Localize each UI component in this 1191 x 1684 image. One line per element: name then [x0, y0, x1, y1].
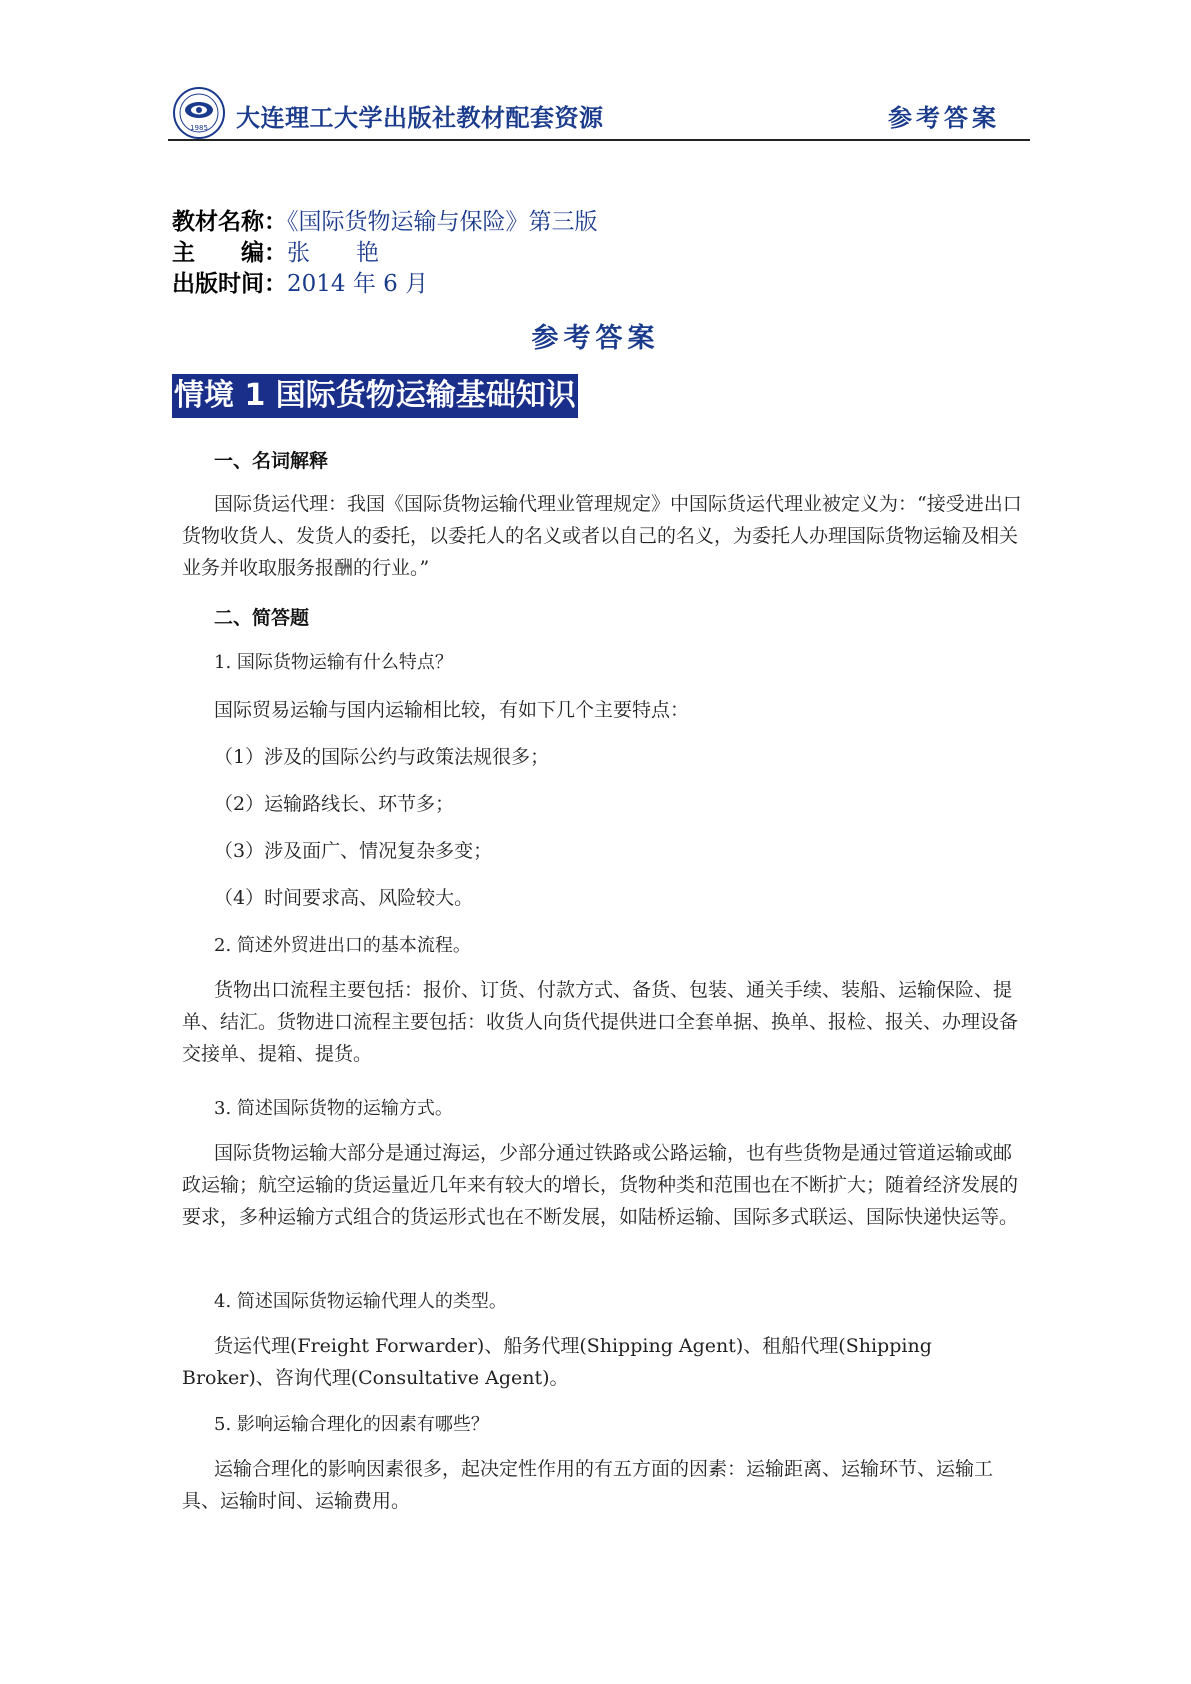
question-1: 1. 国际货物运输有什么特点？ — [214, 652, 453, 673]
list-item: （3）涉及面广、情况复杂多变； — [214, 840, 493, 862]
logo-year: 1985 — [190, 124, 208, 132]
question-4: 4. 简述国际货物运输代理人的类型。 — [214, 1291, 507, 1312]
book-name-key: 教材名称： — [172, 209, 287, 235]
question-5: 5. 影响运输合理化的因素有哪些？ — [214, 1414, 489, 1435]
list-item: （1）涉及的国际公约与政策法规很多； — [214, 746, 550, 768]
book-name-line — [172, 207, 598, 238]
answer-5: 运输合理化的影响因素很多，起决定性作用的有五方面的因素：运输距离、运输环节、运输工具、运输时间、运输费用。 — [182, 1458, 994, 1512]
section-heading-terms: 一、名词解释 — [214, 450, 329, 472]
publisher-line: 大连理工大学出版社教材配套资源 — [236, 104, 604, 132]
publisher-logo — [172, 86, 226, 140]
editor-line — [172, 238, 379, 269]
list-item: （2）运输路线长、环节多； — [214, 793, 455, 815]
header-answer-label: 参考答案 — [888, 104, 1000, 132]
question-1-intro: 国际贸易运输与国内运输相比较，有如下几个主要特点： — [214, 699, 690, 721]
answer-4: 货运代理(Freight Forwarder)、船务代理(Shipping Agent)、租船代理(Shipping Broker)、咨询代理(Consultative Agent)。 — [182, 1335, 932, 1389]
question-2: 2. 简述外贸进出口的基本流程。 — [214, 935, 471, 956]
question-3: 3. 简述国际货物的运输方式。 — [214, 1098, 453, 1119]
editor-value: 张 艳 — [287, 240, 379, 266]
doc-title: 参考答案 — [531, 323, 660, 354]
header-divider — [168, 139, 1030, 141]
answer-2: 货物出口流程主要包括：报价、订货、付款方式、备货、包装、通关手续、装船、运输保险、提单、结汇。货物进口流程主要包括：收货人向货代提供进口全套单据、换单、报检、报关、办理设备交接单、提箱、提货。 — [182, 979, 1019, 1065]
publish-date-key: 出版时间： — [172, 271, 287, 297]
editor-key: 主 编： — [172, 240, 287, 266]
answer-3: 国际货物运输大部分是通过海运，少部分通过铁路或公路运输，也有些货物是通过管道运输或邮政运输；航空运输的货运量近几年来有较大的增长，货物种类和范围也在不断扩大；随着经济发展的要求，多种运输方式组合的货运形式也在不断发展，如陆桥运输、国际多式联运、国际快递快运等。 — [182, 1142, 1019, 1228]
publish-date-line — [172, 269, 428, 300]
book-name-value: 《国际货物运输与保险》第三版 — [287, 209, 598, 235]
chapter-heading: 情境 1 国际货物运输基础知识 — [172, 374, 578, 418]
publish-date-value: 2014 年 6 月 — [287, 271, 429, 297]
term-definition: 国际货运代理：我国《国际货物运输代理业管理规定》中国际货运代理业被定义为：“接受进出口货物收货人、发货人的委托，以委托人的名义或者以自己的名义，为委托人办理国际货物运输及相关业务并收取服务报酬的行业。” — [182, 493, 1022, 579]
list-item: （4）时间要求高、风险较大。 — [214, 887, 474, 909]
section-heading-short-answer: 二、简答题 — [214, 607, 310, 629]
